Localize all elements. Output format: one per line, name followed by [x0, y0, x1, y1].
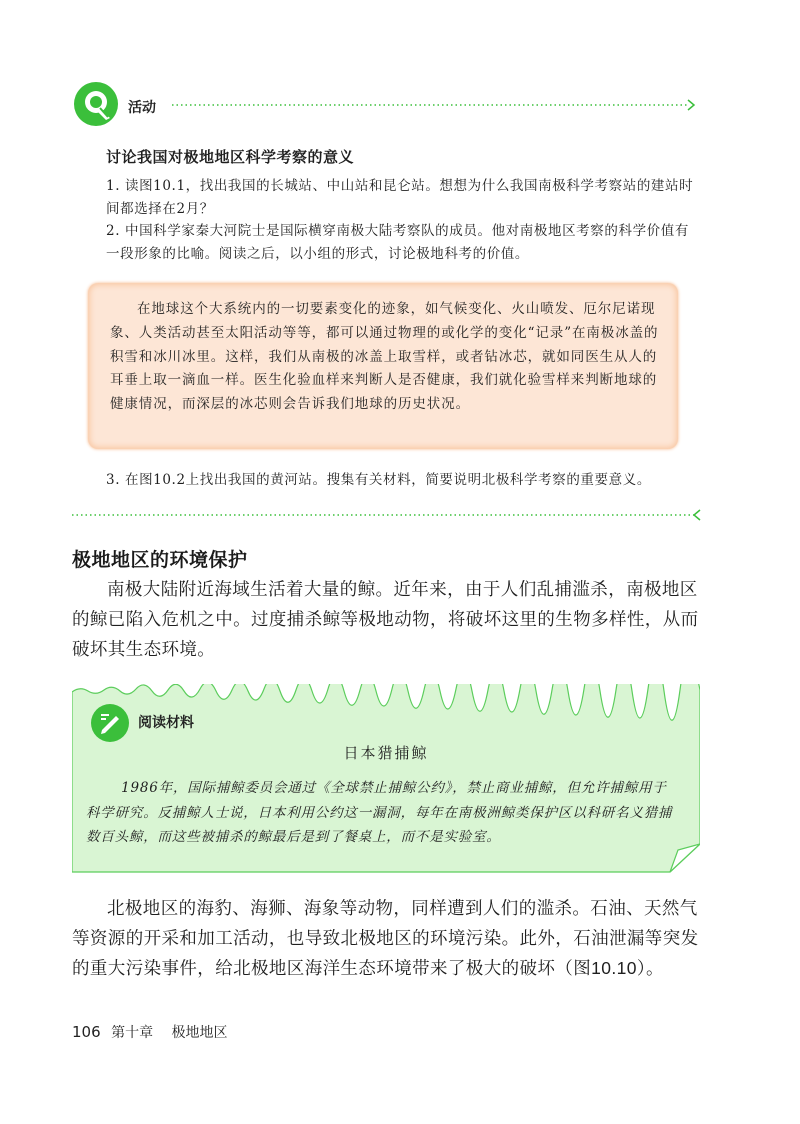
activity-label: 活动	[128, 100, 156, 116]
reading-material-label: 阅读材料	[138, 715, 194, 731]
reading-pencil-icon	[90, 703, 130, 743]
activity-task-3: 3. 在图10.2上找出我国的黄河站。搜集有关材料，简要说明北极科学考察的重要意义。	[106, 472, 651, 488]
section-title: 极地地区的环境保护	[72, 549, 248, 571]
section-paragraph-1: 南极大陆附近海域生活着大量的鲸。近年来，由于人们乱捕滥杀，南极地区的鲸已陷入危机之中。过度捕杀鲸等极地动物，将破坏这里的生物多样性，从而破坏其生态环境。	[72, 579, 699, 659]
page-footer	[72, 1022, 228, 1042]
activity-title: 讨论我国对极地地区科学考察的意义	[106, 148, 355, 166]
chapter-title: 极地地区	[171, 1025, 228, 1041]
activity-task-1: 1. 读图10.1，找出我国的长城站、中山站和昆仑站。想想为什么我国南极科学考察站的建站时间都选择在2月？	[106, 178, 694, 217]
reading-material-text: 1986年，国际捕鲸委员会通过《全球禁止捕鲸公约》，禁止商业捕鲸，但允许捕鲸用于科学研究。反捕鲸人士说，日本利用公约这一漏洞，每年在南极洲鲸类保护区以科研名义猎捕数百头鲸，而这些被捕杀的鲸最后是到了餐桌上，而不是实验室。	[86, 780, 673, 845]
quote-text: 在地球这个大系统内的一切要素变化的迹象，如气候变化、火山喷发、厄尔尼诺现象、人类活动甚至太阳活动等等，都可以通过物理的或化学的变化“记录”在南极冰盖的积雪和冰川冰里。这样，我们从南极的冰盖上取雪样，或者钻冰芯，就如同医生从人的耳垂上取一滴血一样。医生化验血样来判断人是否健康，我们就化验雪样来判断地球的健康情况，而深层的冰芯则会告诉我们地球的历史状况。	[110, 301, 659, 413]
activity-magnifier-icon	[72, 80, 120, 128]
activity-task-2: 2. 中国科学家秦大河院士是国际横穿南极大陆考察队的成员。他对南极地区考察的科学价值有一段形象的比喻。阅读之后，以小组的形式，讨论极地科考的价值。	[106, 223, 689, 262]
chapter-number: 第十章	[111, 1025, 154, 1041]
activity-end-dotted-divider	[72, 507, 702, 523]
activity-dotted-divider	[172, 97, 696, 113]
reading-material-title: 日本猎捕鲸	[343, 744, 429, 762]
page-number: 106	[72, 1023, 101, 1041]
section-paragraph-2: 北极地区的海豹、海狮、海象等动物，同样遭到人们的滥杀。石油、天然气等资源的开采和加工活动，也导致北极地区的环境污染。此外，石油泄漏等突发的重大污染事件，给北极地区海洋生态环境带来了极大的破坏（图10.10）。	[72, 898, 699, 978]
